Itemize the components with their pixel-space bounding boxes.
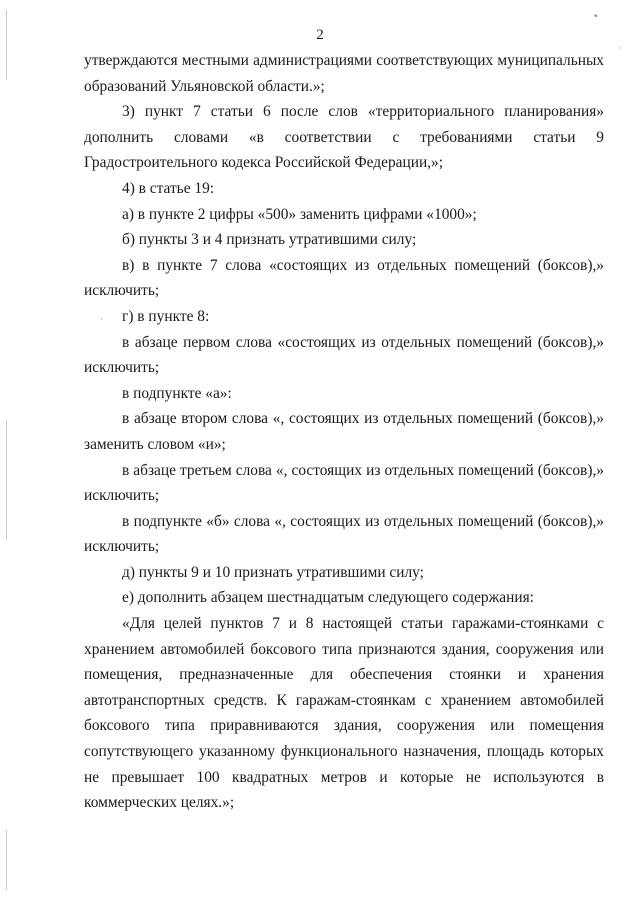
- scan-speck: ·: [100, 315, 103, 325]
- scan-edge-mark: [6, 830, 7, 890]
- scan-edge-mark: [6, 420, 7, 540]
- paragraph: 4) в статье 19:: [122, 179, 215, 197]
- document-body: [84, 48, 604, 816]
- paragraph: «Для целей пунктов 7 и 8 настоящей статьи гаражами-стоянками с хранением автомобилей боксового типа признаются здания, сооружения или помещения, предназначенные для обеспечения стоянки и хранения автотранспортных средств. К гаражам-стоянкам с хранением автомобилей боксового типа приравниваются здания, сооружения или помещения сопутствующего указанному функционального назначения, площадь которых не превышает 100 квадратных метров и которые не используются в коммерческих целях.»;: [84, 615, 604, 812]
- paragraph: утверждаются местными администрациями соответствующих муниципальных образований Ульяновской области.»;: [84, 52, 604, 95]
- paragraph: в подпункте «б» слова «, состоящих из отдельных помещений (боксов),» исключить;: [84, 512, 604, 556]
- paragraph: в абзаце втором слова «, состоящих из отдельных помещений (боксов),» заменить словом «и»;: [84, 410, 604, 453]
- paragraph: д) пункты 9 и 10 признать утратившими силу;: [122, 563, 424, 581]
- scan-speck: •: [593, 12, 599, 22]
- paragraph: в) в пункте 7 слова «состоящих из отдельных помещений (боксов),» исключить;: [84, 256, 604, 300]
- paragraph: б) пункты 3 и 4 признать утратившими силу;: [122, 231, 417, 249]
- paragraph: в абзаце третьем слова «, состоящих из отдельных помещений (боксов),» исключить;: [84, 461, 604, 505]
- paragraph: в подпункте «а»:: [122, 384, 232, 402]
- paragraph: е) дополнить абзацем шестнадцатым следующего содержания:: [122, 589, 534, 607]
- paragraph: в абзаце первом слова «состоящих из отдельных помещений (боксов),» исключить;: [84, 333, 604, 377]
- scan-speck: ·: [618, 44, 621, 54]
- paragraph: а) в пункте 2 цифры «500» заменить цифрами «1000»;: [122, 205, 477, 223]
- page-number: 2: [316, 27, 324, 43]
- paragraph: г) в пункте 8:: [122, 307, 210, 325]
- paragraph: 3) пункт 7 статьи 6 после слов «территориального планирования» дополнить словами «в соответствии с требованиями статьи 9 Градостроительного кодекса Российской Федерации,»;: [84, 103, 604, 172]
- scan-edge-mark: [6, 10, 7, 80]
